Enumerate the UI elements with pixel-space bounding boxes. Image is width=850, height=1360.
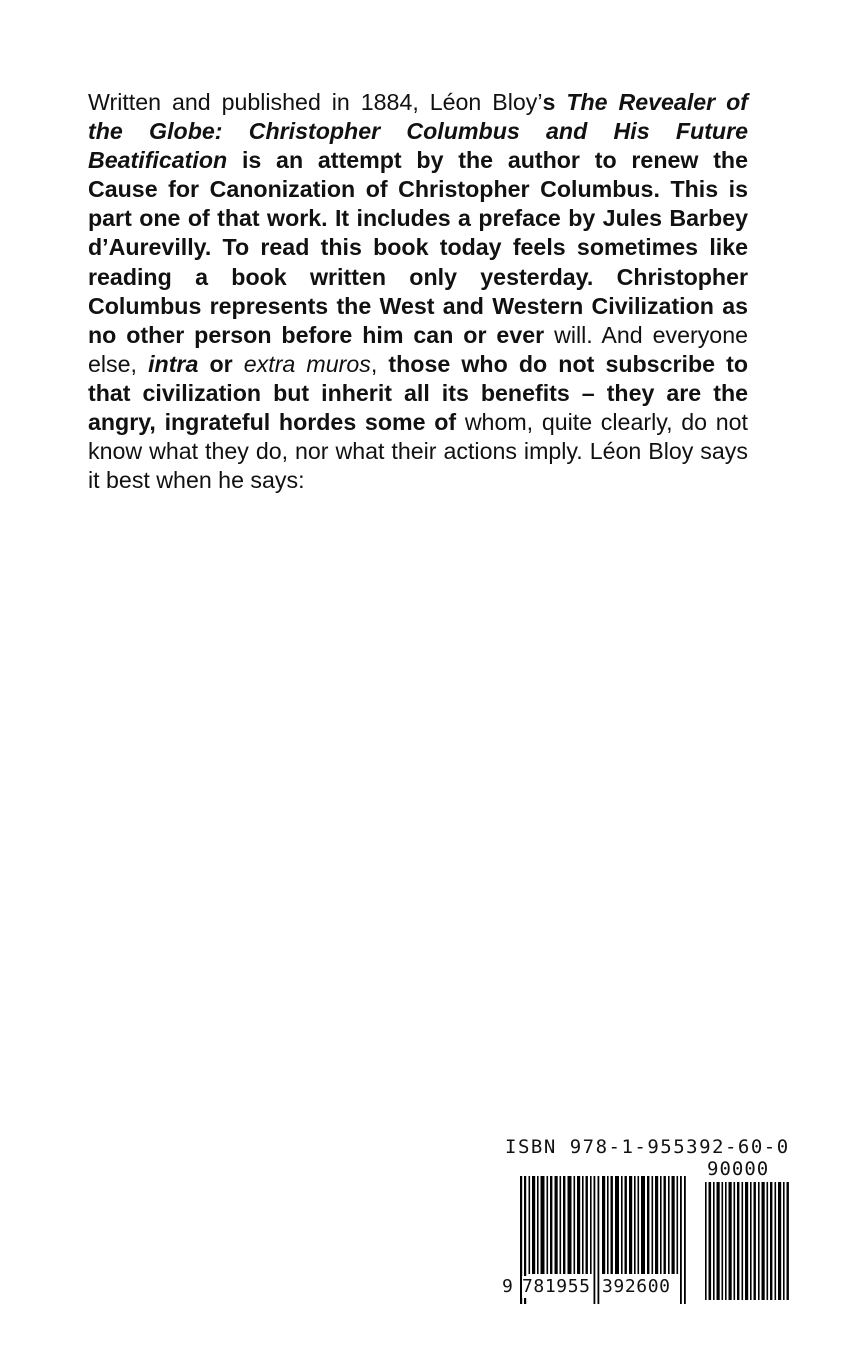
addon-bar [767, 1182, 769, 1300]
intra-term: intra [148, 350, 199, 377]
barcode-bar [560, 1176, 562, 1274]
addon-bars [705, 1182, 789, 1300]
addon-bar [787, 1182, 789, 1300]
addon-bar [778, 1182, 781, 1300]
addon-bar [758, 1182, 760, 1300]
barcode-bar [615, 1176, 619, 1274]
guard-bar [594, 1176, 596, 1304]
barcode-bar [582, 1176, 584, 1274]
addon-bar [754, 1182, 756, 1300]
book-title: The Revealer of the Globe: Christopher Columbus and His Future Beatification [88, 89, 749, 174]
extra-muros-term: extra muros [243, 350, 371, 377]
description-possessive: s [542, 89, 567, 115]
description-or: or [198, 350, 244, 377]
barcode-bar [574, 1176, 576, 1274]
barcode-bar [590, 1176, 592, 1274]
barcode-bar [664, 1176, 666, 1274]
barcode-bar [547, 1176, 549, 1274]
addon-bar [783, 1182, 785, 1300]
barcode-bar [672, 1176, 675, 1274]
barcode-bar [638, 1176, 640, 1274]
barcode-bar [550, 1176, 552, 1274]
addon-bar [750, 1182, 752, 1300]
description-paragraph [88, 88, 748, 495]
barcode-bar [611, 1176, 613, 1274]
barcode-bar [541, 1176, 545, 1274]
barcode-left-digits: 781955 [522, 1276, 591, 1297]
addon-bar [722, 1182, 724, 1300]
addon-bar [734, 1182, 736, 1300]
barcode-first-digit: 9 [502, 1276, 513, 1297]
description-comma: , [370, 350, 389, 377]
isbn-barcode [502, 1136, 792, 1306]
price-addon-digits: 90000 [707, 1158, 770, 1180]
description-heirs: those who do not subscribe to that civilization but inherit all its benefits – they are the angry, ingrateful hordes some of [88, 350, 748, 436]
description-body: is an attempt by the author to renew the Cause for Canonization of Christopher Columbus. This is part one of that work. It includes a preface by Jules Barbey d’Aurevilly. To read this book today feels sometimes like reading a book written only yesterday. Christopher Columbus represents the West and Western Civilization as no other person before him can or ever [88, 147, 748, 348]
barcode-right-digits: 392600 [602, 1276, 671, 1297]
barcode-bar [625, 1176, 627, 1274]
addon-bar [737, 1182, 739, 1300]
description-intro: Written and published in 1884, Léon Bloy’ [88, 89, 543, 115]
barcode-bar [677, 1176, 679, 1274]
isbn-label: ISBN 978-1-955392-60-0 [505, 1136, 790, 1158]
blurb-text [88, 88, 748, 524]
addon-bar [775, 1182, 777, 1300]
addon-bar [745, 1182, 748, 1300]
barcode-bar [532, 1176, 535, 1274]
barcode-bar [641, 1176, 645, 1274]
barcode-bar [529, 1176, 531, 1274]
barcode-bar [647, 1176, 649, 1274]
barcode-bar [660, 1176, 662, 1274]
barcode-bar [634, 1176, 636, 1274]
addon-bar [742, 1182, 744, 1300]
guard-bar [684, 1176, 686, 1304]
addon-bar [770, 1182, 772, 1300]
addon-bar [709, 1182, 712, 1300]
barcode-bar [537, 1176, 539, 1274]
barcode-bar [621, 1176, 623, 1274]
barcode-bar [629, 1176, 632, 1274]
barcode-bar [668, 1176, 670, 1274]
description-continuation: will. And everyone else, [88, 321, 748, 377]
addon-bar [705, 1182, 707, 1300]
barcode-bar [577, 1176, 580, 1274]
addon-bar [713, 1182, 715, 1300]
addon-bar [717, 1182, 720, 1300]
barcode-bar [563, 1176, 565, 1274]
barcode-bar [655, 1176, 658, 1274]
addon-bar [725, 1182, 727, 1300]
addon-bar [762, 1182, 765, 1300]
addon-bar [729, 1182, 732, 1300]
barcode-bar [568, 1176, 572, 1274]
guard-bar [598, 1176, 600, 1304]
barcode-bar [602, 1176, 605, 1274]
barcode-bar [586, 1176, 588, 1274]
barcode-bar [555, 1176, 558, 1274]
description-closing: whom, quite clearly, do not know what they do, nor what their actions imply. Léon Bloy says it best when he says: [88, 409, 748, 494]
barcode-bar [607, 1176, 609, 1274]
barcode-bar [652, 1176, 654, 1274]
guard-bar [680, 1176, 682, 1304]
